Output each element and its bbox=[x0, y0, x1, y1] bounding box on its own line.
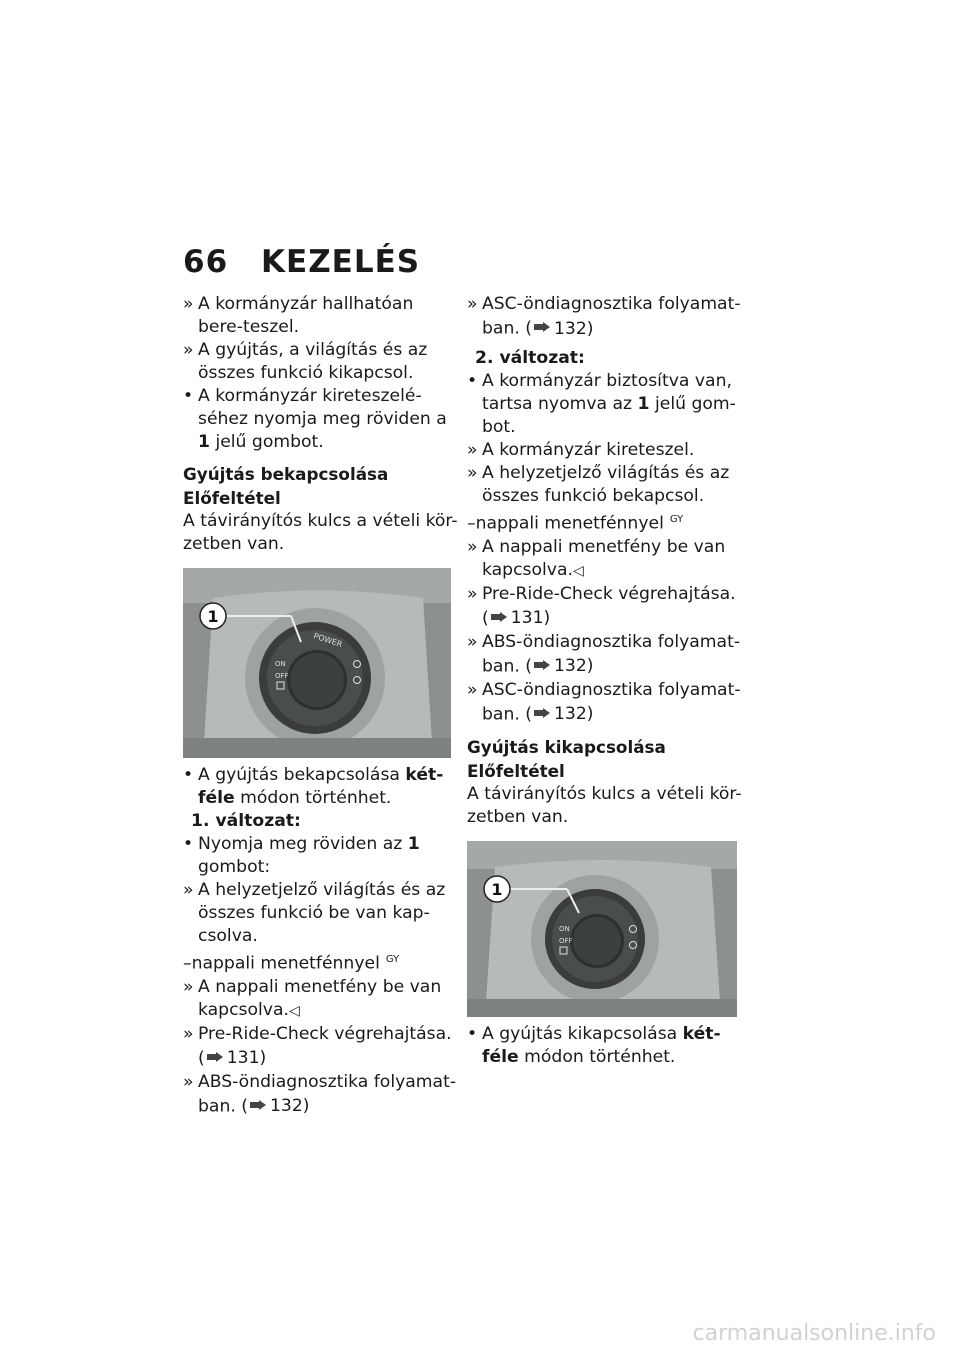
arrow-right-icon bbox=[534, 654, 550, 677]
variant-label: 2. változat: bbox=[475, 348, 585, 368]
svg-text:ON: ON bbox=[559, 924, 570, 933]
result-item: » A helyzetjelző világítás és az összes funkció be van kap-csolva. bbox=[183, 880, 446, 946]
figure-callout: 1 bbox=[207, 607, 219, 626]
result-item: » ABS-öndiagnosztika folyamat-ban. ( 132) bbox=[183, 1071, 457, 1117]
page-reference[interactable]: 131) bbox=[226, 1048, 267, 1069]
page-reference[interactable]: 132) bbox=[269, 1096, 310, 1117]
ignition-figure bbox=[467, 841, 737, 1017]
list-item: • A kormányzár kireteszelé-séhez nyomja meg röviden a 1 jelű gombot. bbox=[183, 386, 447, 452]
page-reference[interactable]: 131) bbox=[510, 608, 551, 629]
list-item: • A kormányzár biztosítva van, tartsa nyomva az 1 jelű gom-bot. bbox=[467, 371, 736, 437]
result-item: » ASC-öndiagnosztika folyamat-ban. ( 132) bbox=[467, 294, 741, 339]
result-item: » ASC-öndiagnosztika folyamat-ban. ( 132) bbox=[467, 679, 741, 725]
list-item: • A gyújtás kikapcsolása két-féle módon történhet. bbox=[467, 1023, 721, 1067]
svg-text:ON: ON bbox=[275, 660, 286, 668]
page-reference[interactable]: 132) bbox=[553, 318, 594, 339]
result-item: » ABS-öndiagnosztika folyamat-ban. ( 132) bbox=[467, 631, 741, 677]
condition-item: –nappali menetfénnyel $^{GY}$ bbox=[467, 513, 684, 534]
list-item: » A gyújtás, a világítás és az összes funkció kikapcsol. bbox=[183, 340, 428, 383]
watermark: carmanualsonline.info bbox=[692, 1321, 936, 1346]
right-column bbox=[467, 293, 742, 1069]
list-item: » A kormányzár hallhatóan bere-teszel. bbox=[183, 294, 414, 337]
page-header bbox=[183, 244, 420, 280]
list-item: • Nyomja meg röviden az 1 gombot: bbox=[183, 834, 420, 877]
svg-text:OFF: OFF bbox=[275, 672, 289, 680]
arrow-right-icon bbox=[207, 1046, 223, 1069]
result-item: » A helyzetjelző világítás és az összes funkció bekapcsol. bbox=[467, 463, 730, 506]
page-reference[interactable]: 132) bbox=[553, 704, 594, 725]
page-reference[interactable]: 132) bbox=[553, 656, 594, 677]
variant-label: 1. változat: bbox=[191, 811, 301, 831]
arrow-right-icon bbox=[534, 702, 550, 725]
result-item: » A nappali menetfény be van kapcsolva.◁ bbox=[467, 536, 726, 580]
subheading: Előfeltétel bbox=[183, 488, 281, 508]
arrow-right-icon bbox=[534, 316, 550, 339]
svg-text:OFF: OFF bbox=[559, 936, 573, 945]
result-item: » A kormányzár kireteszel. bbox=[467, 440, 695, 460]
ignition-figure bbox=[183, 568, 451, 758]
result-item: » A nappali menetfény be van kapcsolva.◁ bbox=[183, 976, 442, 1020]
figure-callout: 1 bbox=[491, 879, 503, 899]
footer bbox=[0, 1318, 960, 1362]
result-item: » Pre-Ride-Check végrehajtása. ( 131) bbox=[467, 583, 736, 629]
list-item: • A gyújtás bekapcsolása két-féle módon történhet. bbox=[183, 765, 444, 808]
left-column bbox=[183, 293, 458, 1119]
arrow-right-icon bbox=[250, 1094, 266, 1117]
svg-text:POWER: POWER bbox=[312, 631, 344, 650]
precondition-text: A távirányítós kulcs a vételi kör-zetben van. bbox=[467, 783, 742, 827]
page-number: 66 bbox=[183, 244, 229, 280]
section-heading: Gyújtás kikapcsolása bbox=[467, 736, 666, 757]
section-heading: Gyújtás bekapcsolása bbox=[183, 464, 389, 484]
page-title: KEZELÉS bbox=[261, 244, 421, 280]
result-item: » Pre-Ride-Check végrehajtása. ( 131) bbox=[183, 1023, 452, 1069]
subheading: Előfeltétel bbox=[467, 760, 565, 781]
precondition-text: A távirányítós kulcs a vételi kör-zetben van. bbox=[183, 511, 458, 554]
condition-item: –nappali menetfénnyel $^{GY}$ bbox=[183, 953, 400, 974]
arrow-right-icon bbox=[491, 606, 507, 629]
